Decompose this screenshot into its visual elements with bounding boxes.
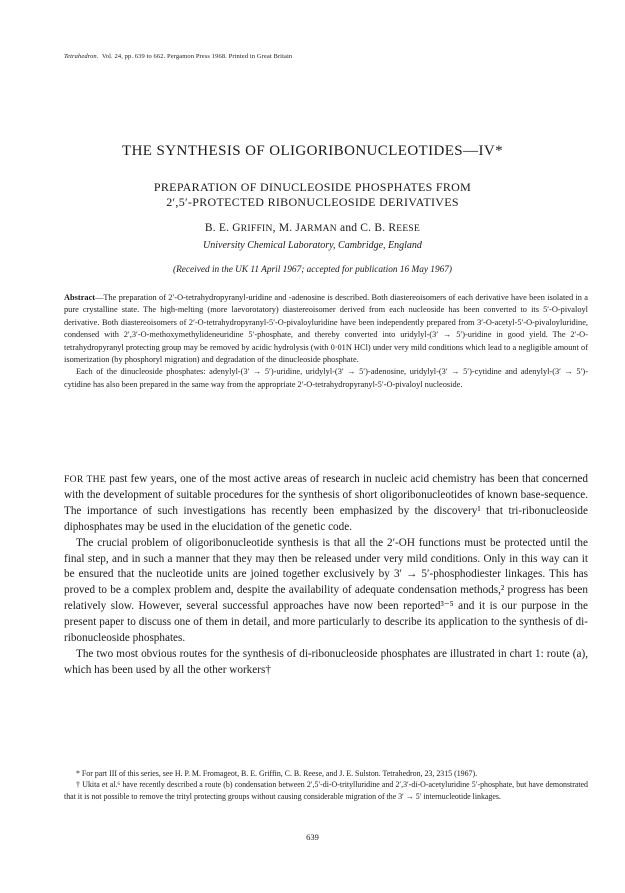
- author-3-surname: EESE: [396, 224, 421, 234]
- body-lead-in: FOR THE: [64, 474, 107, 485]
- author-separator-1: , M. J: [272, 222, 301, 234]
- footnote-1: * For part III of this series, see H. P. M. Fromageot, B. E. Griffin, C. B. Reese, and J. E. Sulston. Tetrahedron, 23, 2315 (1967).: [76, 769, 478, 778]
- body-paragraph-1-text: past few years, one of the most active areas of research in nucleic acid chemistry has been that concerned with the development of suitable procedures for the synthesis of short oligoribonucleotides of known base-sequence. The importance of such investigations has recently been emphasized by the discovery¹ that tri-ribonucleoside diphosphates may be used in the elucidation of the genetic code.: [64, 473, 588, 533]
- running-head: [64, 53, 292, 60]
- subtitle-line-2: 2′,5′-PROTECTED RIBONUCLEOSIDE DERIVATIVES: [166, 195, 459, 209]
- journal-name: Tetrahedron.: [64, 53, 99, 60]
- footnote-2: † Ukita et al.⁶ have recently described a route (b) condensation between 2′,5′-di-O-tritylluridine and 2′,3′-di-O-acetyluridine 5′-phosphate, but have demonstrated that it is not possible to remove the trityl protecting groups without causing considerable migration of the 3′ → 5′ internucleotide linkages.: [64, 780, 588, 801]
- article-title: THE SYNTHESIS OF OLIGORIBONUCLEOTIDES—IV*: [122, 143, 503, 159]
- author-list: [0, 222, 625, 234]
- received-dates: (Received in the UK 11 April 1967; accepted for publication 16 May 1967): [172, 265, 452, 275]
- body-paragraph-3: The two most obvious routes for the synthesis of di-ribonucleoside phosphates are illustrated in chart 1: route (a), which has been used by all the other workers†: [64, 647, 588, 676]
- article-subtitle: [0, 180, 625, 210]
- abstract-paragraph-1: [64, 292, 588, 366]
- affiliation: University Chemical Laboratory, Cambridge, England: [203, 240, 422, 251]
- author-1-initials: B. E. G: [204, 222, 241, 234]
- abstract: [64, 292, 588, 391]
- running-head-details: Vol. 24, pp. 639 to 662. Pergamon Press 1968. Printed in Great Britain: [101, 53, 293, 60]
- page-number: 639: [306, 832, 319, 842]
- body-text: [64, 472, 588, 679]
- subtitle-line-1: PREPARATION OF DINUCLEOSIDE PHOSPHATES FROM: [153, 180, 472, 194]
- body-paragraph-2: The crucial problem of oligoribonucleotide synthesis is that all the 2′-OH functions must be protected until the final step, and in such a manner that they may then be released under very mild conditions. Only in this way can it be ensured that the nucleotide units are joined together exclusively by 3′ → 5′-phosphodiester linkages. This has proved to be a complex problem and, despite the availability of adequate condensation methods,² progress has been relatively slow. However, several successful approaches have now been reported³⁻⁵ and it is our purpose in the present paper to discuss one of them in detail, and more particularly to describe its application to the synthesis of di-ribonucleoside phosphates.: [64, 536, 588, 645]
- abstract-label: Abstract: [64, 293, 96, 302]
- abstract-text-1: —The preparation of 2′-O-tetrahydropyranyl-uridine and -adenosine is described. Both diastereoisomers of each derivative have been isolated in a pure crystalline state. The high-melting (more laevorotatory) diastereoisomer derived from each nucleoside has been converted to its 5′-O-pivaloyl derivative. Both diastereoisomers of 2′-O-tetrahydropyranyl-5′-O-pivaloyluridine have been independently prepared from 3′-O-acetyl-5′-O-pivaloyluridine, condensed with 2′,3′-O-methoxymethylideneuridine 5′-phosphate, and thereby converted into uridylyl-(3′ → 5′)-uridine in good yield. The 2′-O-tetrahydropyranyl protecting group may be removed by acidic hydrolysis (with 0·01N HCl) under very mild conditions which lead to a negligible amount of isomerization (by phosphoryl migration) and degradation of the dinucleoside phosphate.: [64, 293, 588, 365]
- author-separator-2: and C. B. R: [336, 222, 397, 234]
- abstract-paragraph-2: Each of the dinucleoside phosphates: adenylyl-(3′ → 5′)-uridine, uridylyl-(3′ → 5′)-adenosine, uridylyl-(3′ → 5′)-cytidine and adenylyl-(3′ → 5′)-cytidine has also been prepared in the same way from the appropriate 2′-O-tetrahydropyranyl-5′-O-pivaloyl nucleoside.: [64, 367, 588, 389]
- body-paragraph-1: [64, 472, 588, 536]
- author-2-surname: ARMAN: [300, 224, 337, 234]
- footnotes: [64, 768, 588, 802]
- author-1-surname: RIFFIN: [240, 224, 273, 234]
